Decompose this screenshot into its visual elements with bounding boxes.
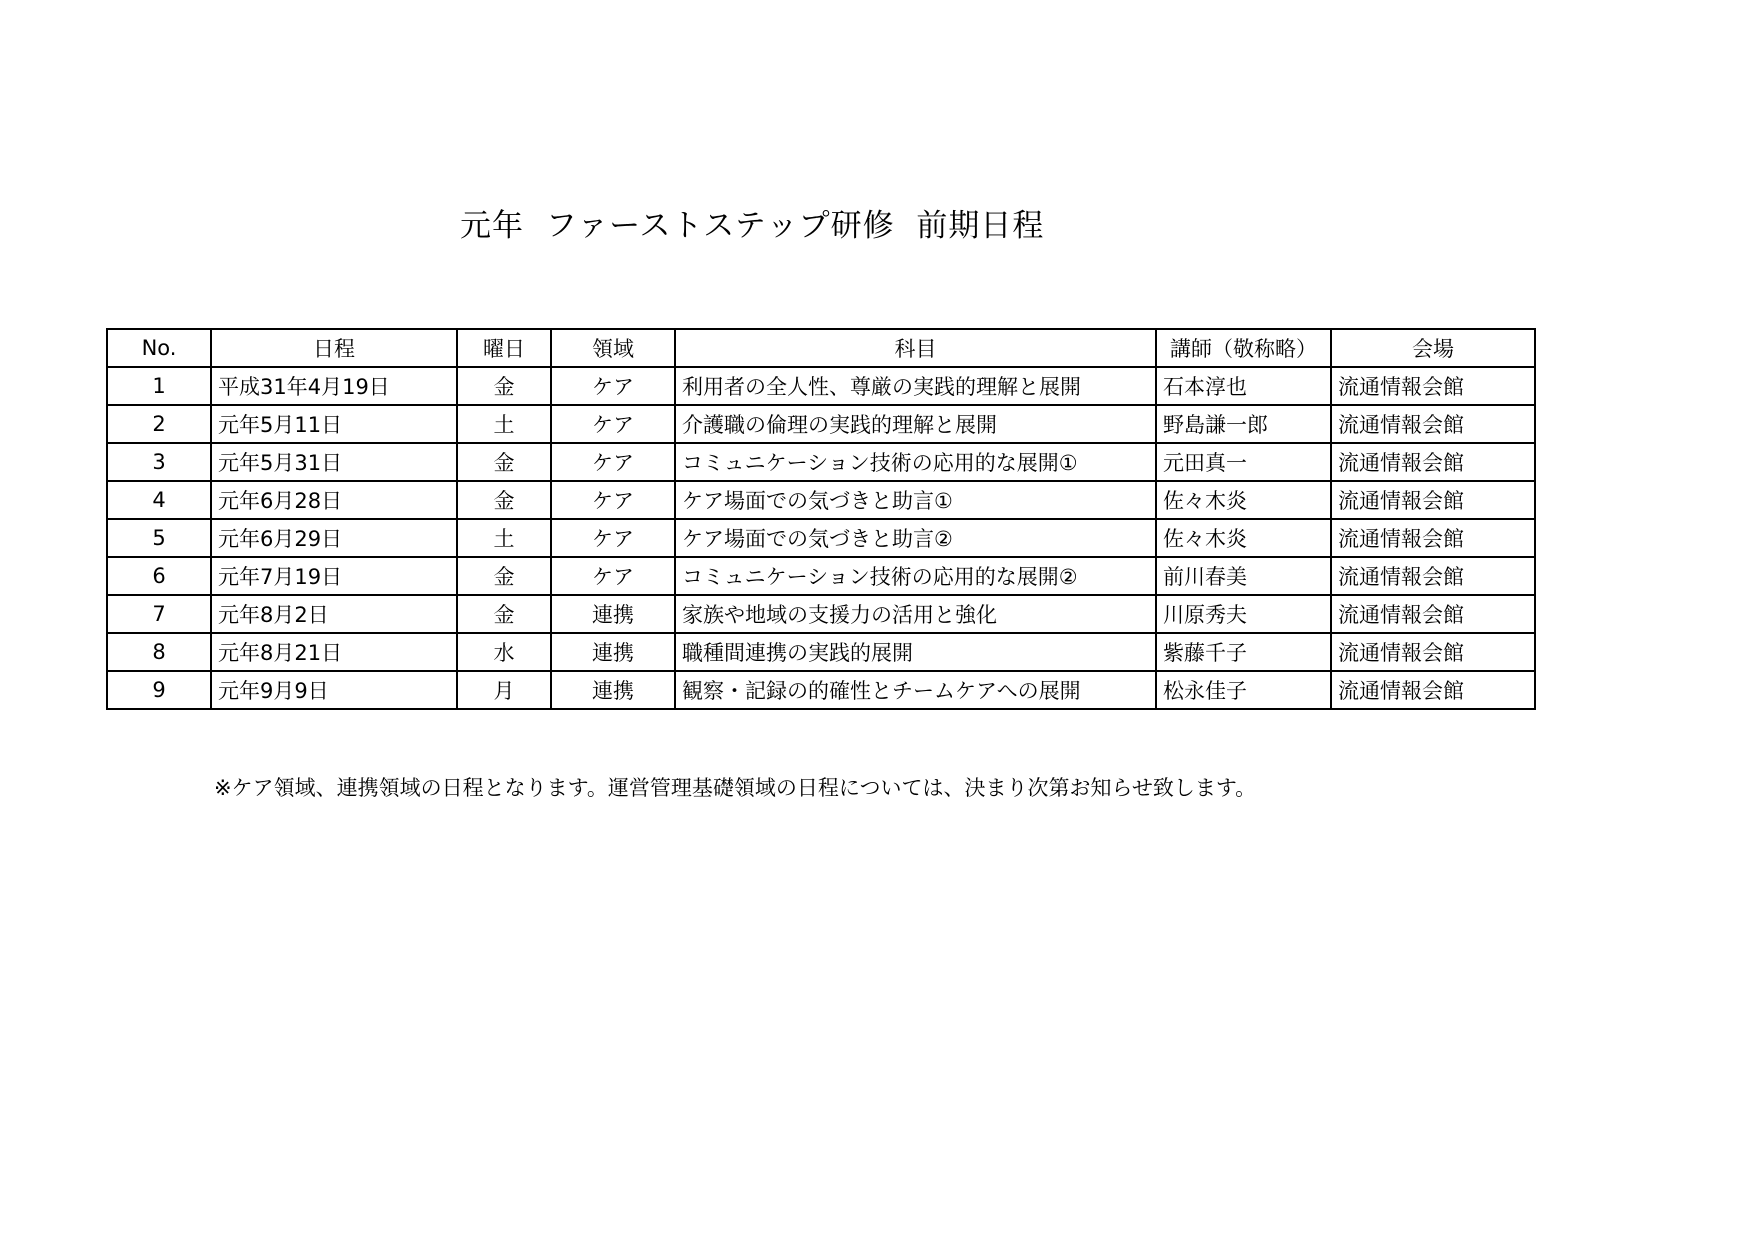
header-weekday: 曜日 xyxy=(457,329,551,367)
cell-instructor: 野島謙一郎 xyxy=(1156,405,1331,443)
cell-instructor: 佐々木炎 xyxy=(1156,519,1331,557)
cell-subject: ケア場面での気づきと助言① xyxy=(675,481,1156,519)
cell-date: 元年5月11日 xyxy=(211,405,457,443)
table-row xyxy=(107,367,1535,405)
table-row xyxy=(107,481,1535,519)
cell-no: 7 xyxy=(107,595,211,633)
cell-venue: 流通情報会館 xyxy=(1331,519,1535,557)
cell-date: 平成31年4月19日 xyxy=(211,367,457,405)
cell-area: ケア xyxy=(551,367,675,405)
cell-venue: 流通情報会館 xyxy=(1331,405,1535,443)
cell-date: 元年5月31日 xyxy=(211,443,457,481)
cell-no: 5 xyxy=(107,519,211,557)
cell-date: 元年7月19日 xyxy=(211,557,457,595)
cell-instructor: 紫藤千子 xyxy=(1156,633,1331,671)
cell-no: 4 xyxy=(107,481,211,519)
cell-weekday: 金 xyxy=(457,367,551,405)
cell-venue: 流通情報会館 xyxy=(1331,481,1535,519)
cell-subject: コミュニケーション技術の応用的な展開② xyxy=(675,557,1156,595)
header-venue: 会場 xyxy=(1331,329,1535,367)
cell-instructor: 前川春美 xyxy=(1156,557,1331,595)
cell-date: 元年6月28日 xyxy=(211,481,457,519)
cell-weekday: 水 xyxy=(457,633,551,671)
cell-venue: 流通情報会館 xyxy=(1331,557,1535,595)
cell-area: ケア xyxy=(551,443,675,481)
cell-weekday: 金 xyxy=(457,557,551,595)
cell-area: ケア xyxy=(551,405,675,443)
header-subject: 科目 xyxy=(675,329,1156,367)
table-header-row xyxy=(107,329,1535,367)
cell-no: 6 xyxy=(107,557,211,595)
cell-weekday: 土 xyxy=(457,519,551,557)
table-row xyxy=(107,519,1535,557)
cell-venue: 流通情報会館 xyxy=(1331,595,1535,633)
cell-weekday: 月 xyxy=(457,671,551,709)
header-instructor: 講師（敬称略） xyxy=(1156,329,1331,367)
header-date: 日程 xyxy=(211,329,457,367)
cell-area: ケア xyxy=(551,519,675,557)
cell-no: 2 xyxy=(107,405,211,443)
cell-venue: 流通情報会館 xyxy=(1331,633,1535,671)
cell-area: ケア xyxy=(551,481,675,519)
cell-subject: 介護職の倫理の実践的理解と展開 xyxy=(675,405,1156,443)
cell-subject: 観察・記録の的確性とチームケアへの展開 xyxy=(675,671,1156,709)
table-row xyxy=(107,557,1535,595)
cell-subject: 家族や地域の支援力の活用と強化 xyxy=(675,595,1156,633)
cell-instructor: 元田真一 xyxy=(1156,443,1331,481)
cell-no: 8 xyxy=(107,633,211,671)
document-title: 元年 ファーストステップ研修 前期日程 xyxy=(460,208,1045,244)
cell-date: 元年6月29日 xyxy=(211,519,457,557)
cell-instructor: 佐々木炎 xyxy=(1156,481,1331,519)
cell-weekday: 土 xyxy=(457,405,551,443)
cell-instructor: 石本淳也 xyxy=(1156,367,1331,405)
schedule-note: ※ケア領域、連携領域の日程となります。運営管理基礎領域の日程については、決まり次第お知らせ致します。 xyxy=(214,776,1257,800)
cell-instructor: 川原秀夫 xyxy=(1156,595,1331,633)
cell-instructor: 松永佳子 xyxy=(1156,671,1331,709)
cell-subject: コミュニケーション技術の応用的な展開① xyxy=(675,443,1156,481)
cell-no: 3 xyxy=(107,443,211,481)
table-row xyxy=(107,405,1535,443)
cell-no: 9 xyxy=(107,671,211,709)
header-no: No. xyxy=(107,329,211,367)
cell-area: ケア xyxy=(551,557,675,595)
cell-area: 連携 xyxy=(551,633,675,671)
cell-weekday: 金 xyxy=(457,481,551,519)
table-row xyxy=(107,671,1535,709)
cell-subject: 職種間連携の実践的展開 xyxy=(675,633,1156,671)
cell-subject: ケア場面での気づきと助言② xyxy=(675,519,1156,557)
cell-area: 連携 xyxy=(551,595,675,633)
cell-date: 元年9月9日 xyxy=(211,671,457,709)
cell-venue: 流通情報会館 xyxy=(1331,671,1535,709)
cell-weekday: 金 xyxy=(457,595,551,633)
table-row xyxy=(107,595,1535,633)
cell-date: 元年8月21日 xyxy=(211,633,457,671)
cell-venue: 流通情報会館 xyxy=(1331,443,1535,481)
cell-no: 1 xyxy=(107,367,211,405)
cell-venue: 流通情報会館 xyxy=(1331,367,1535,405)
schedule-table xyxy=(106,328,1536,710)
cell-weekday: 金 xyxy=(457,443,551,481)
table-row xyxy=(107,633,1535,671)
header-area: 領域 xyxy=(551,329,675,367)
cell-area: 連携 xyxy=(551,671,675,709)
cell-subject: 利用者の全人性、尊厳の実践的理解と展開 xyxy=(675,367,1156,405)
cell-date: 元年8月2日 xyxy=(211,595,457,633)
table-row xyxy=(107,443,1535,481)
